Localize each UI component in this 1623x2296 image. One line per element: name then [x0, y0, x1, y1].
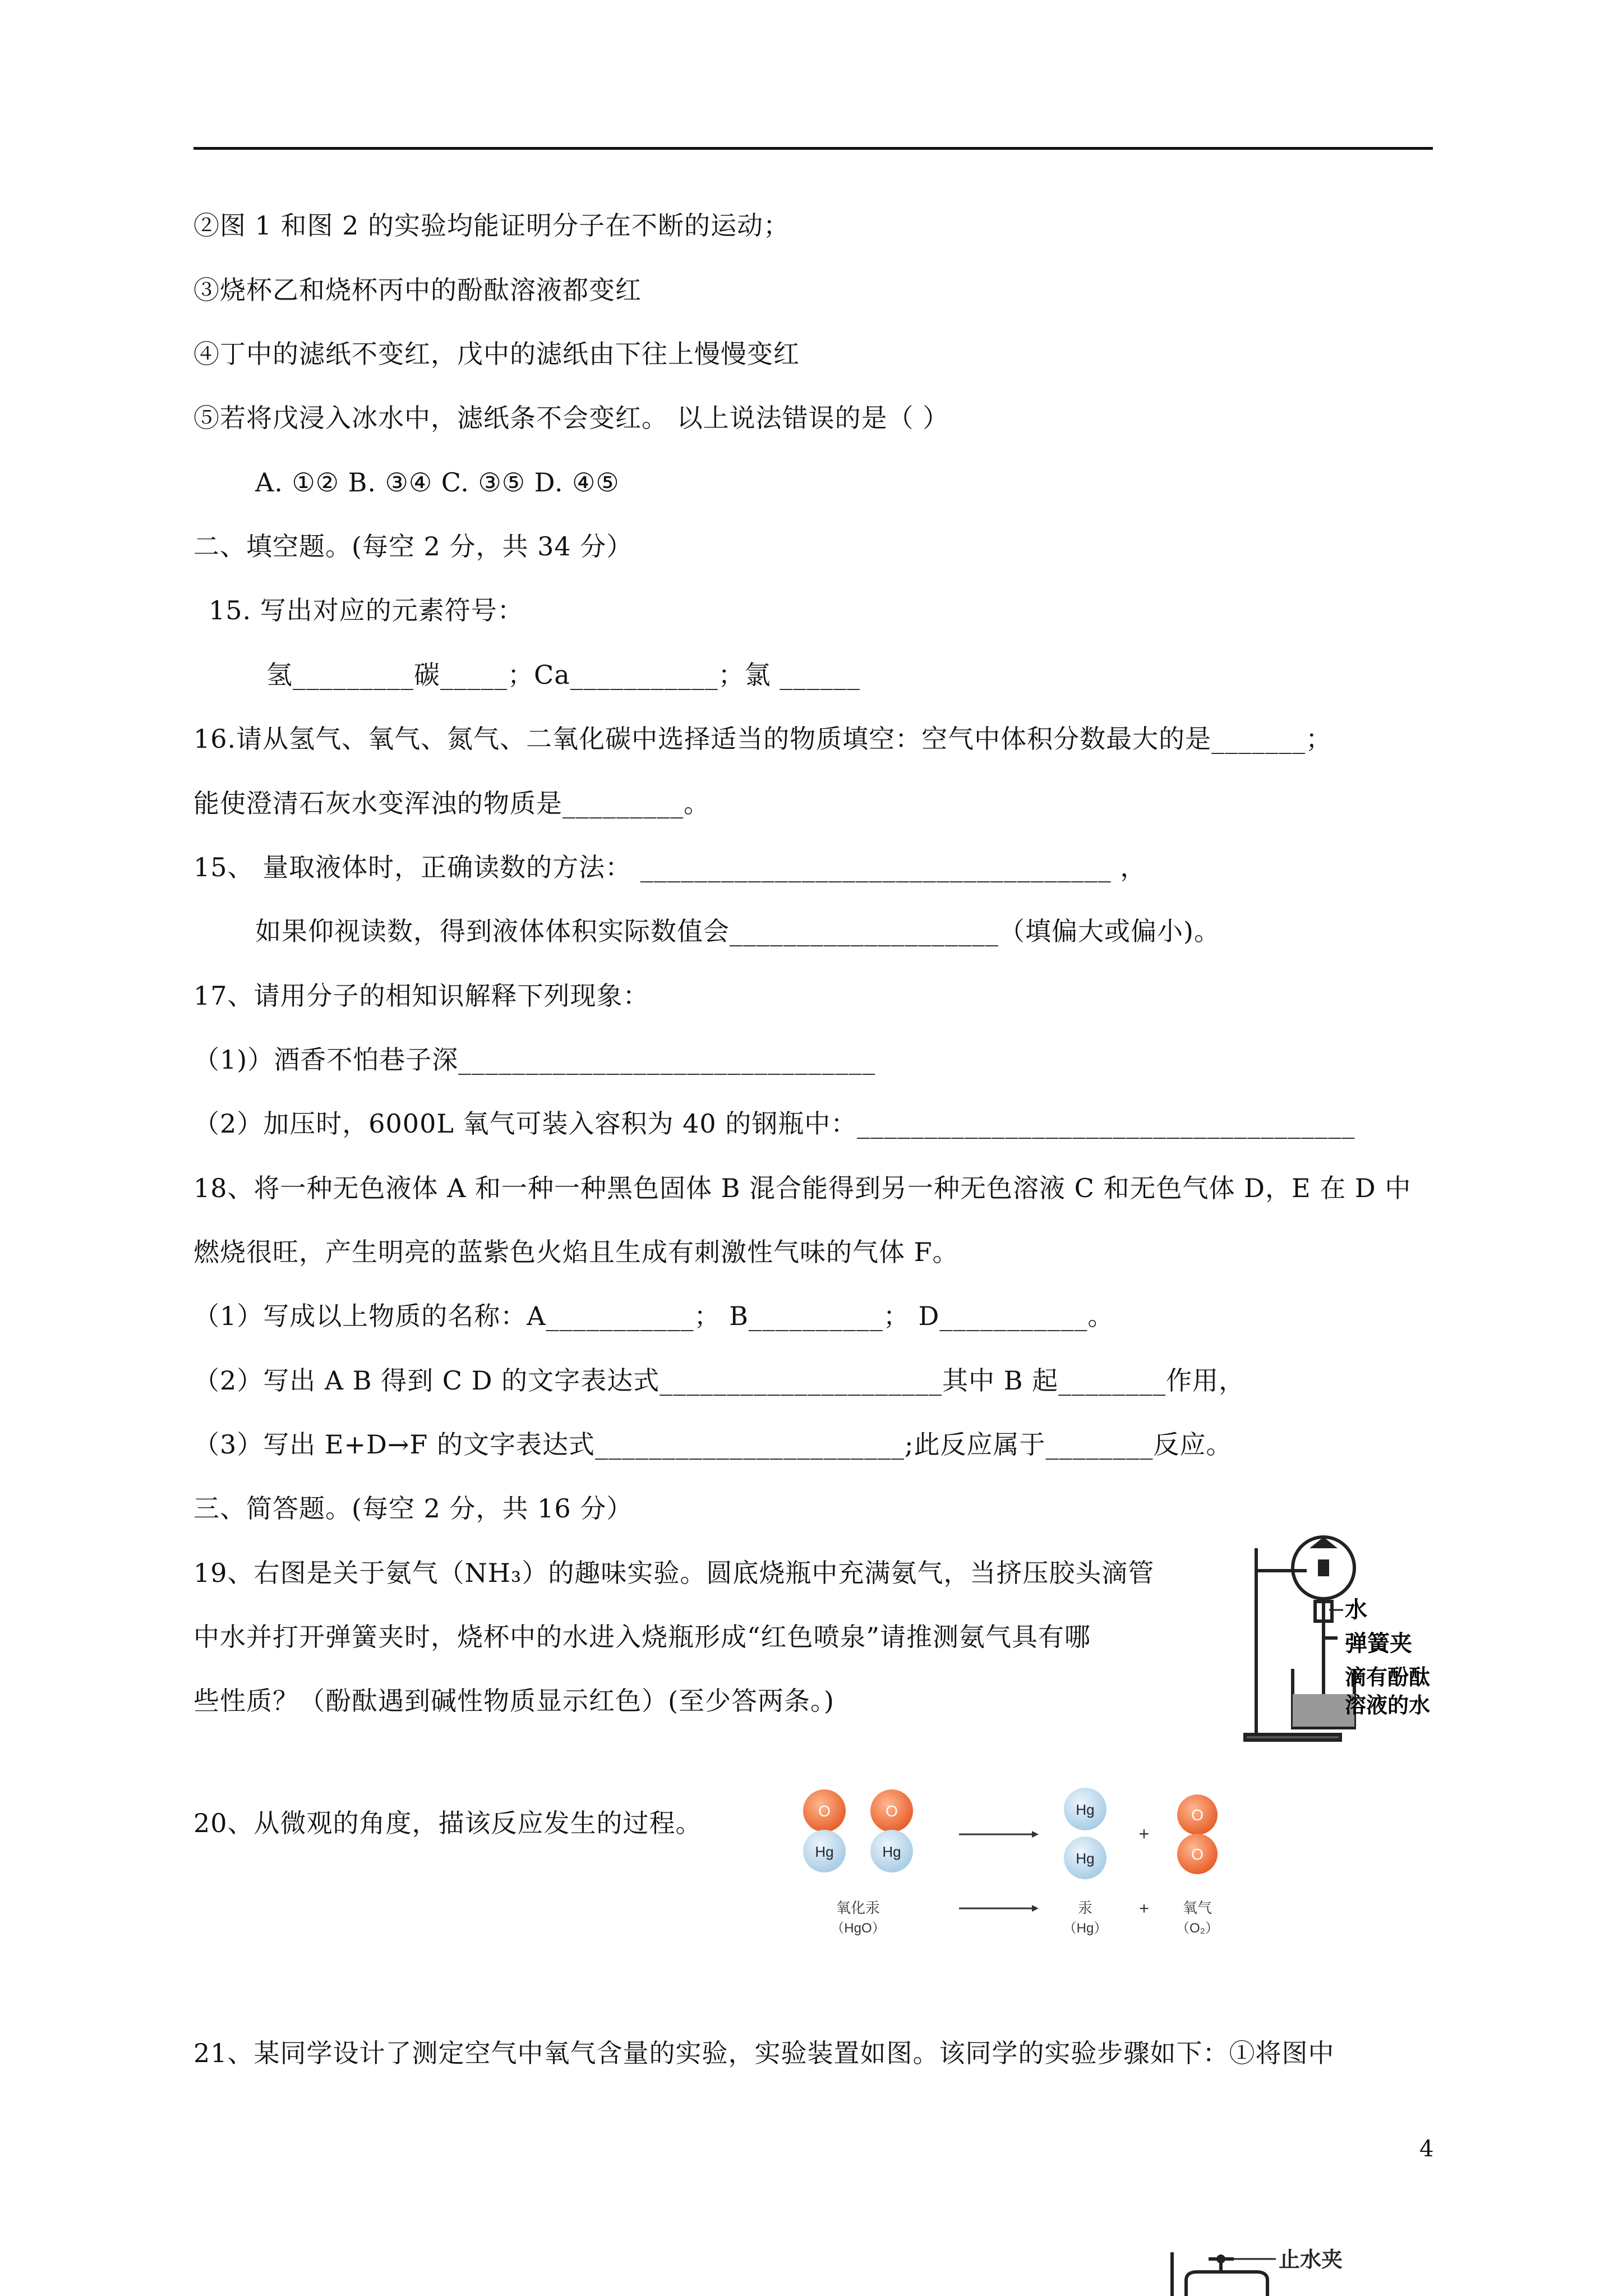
reactant-name: 氧化汞: [836, 1899, 880, 1916]
label-phenolphthalein-1: 滴有酚酞: [1345, 1666, 1431, 1690]
question-21: 21、某同学设计了测定空气中氧气含量的实验，实验装置如图。该同学的实验步骤如下：①将图中: [193, 2038, 1335, 2068]
plus-sign: +: [1139, 1899, 1149, 1918]
atom-label: O: [886, 1802, 898, 1820]
product1-name: 汞: [1077, 1899, 1093, 1916]
label-spring-clamp: 弹簧夹: [1345, 1631, 1412, 1656]
question-19-cont: 中水并打开弹簧夹时，烧杯中的水进入烧瓶形成“红色喷泉”请推测氨气具有哪: [193, 1622, 1091, 1652]
product2-formula: （O₂）: [1176, 1921, 1219, 1936]
question-18-cont: 燃烧很旺，产生明亮的蓝紫色火焰且生成有刺激性气味的气体 F。: [193, 1237, 959, 1267]
statement-4: ④丁中的滤纸不变红，戊中的滤纸由下往上慢慢变红: [193, 339, 800, 369]
atom-label: O: [1191, 1806, 1204, 1824]
label-water: 水: [1345, 1598, 1367, 1622]
answer-options: A. ①② B. ③④ C. ③⑤ D. ④⑤: [255, 467, 620, 498]
oxygen-content-apparatus-figure: [1155, 2247, 1413, 2296]
statement-2: ②图 1 和图 2 的实验均能证明分子在不断的运动；: [193, 210, 790, 241]
plus-sign: +: [1138, 1824, 1150, 1844]
question-19: 19、右图是关于氨气（NH₃）的趣味实验。圆底烧瓶中充满氨气，当挤压胶头滴管: [193, 1558, 1155, 1588]
question-19-cont2: 些性质？（酚酞遇到碱性物质显示红色）(至少答两条。): [193, 1686, 834, 1716]
question-15-blanks: 氢_________碳_____；Ca___________；氯 ______: [266, 660, 861, 690]
question-16: 16.请从氢气、氧气、氮气、二氧化碳中选择适当的物质填空：空气中体积分数最大的是_______；: [193, 724, 1332, 754]
question-15: 15. 写出对应的元素符号：: [209, 595, 524, 625]
atom-label: O: [818, 1802, 831, 1820]
question-20: 20、从微观的角度，描该反应发生的过程。: [193, 1808, 702, 1838]
question-15b: 15、 量取液体时，正确读数的方法： ___________________________________ ，: [193, 852, 1147, 882]
question-17-2: （2）加压时，6000L 氧气可装入容积为 40 的钢瓶中：_____________________________________: [193, 1108, 1355, 1139]
question-18-2: （2）写出 A B 得到 C D 的文字表达式_____________________其中 B 起________作用，: [193, 1365, 1246, 1396]
question-18-3: （3）写出 E+D→F 的文字表达式_______________________;此反应属于________反应。: [193, 1429, 1233, 1460]
question-16-cont: 能使澄清石灰水变浑浊的物质是_________。: [193, 788, 710, 818]
atom-label: Hg: [815, 1843, 834, 1860]
statement-5: ⑤若将戊浸入冰水中，滤纸条不会变红。 以上说法错误的是（ ）: [193, 403, 949, 433]
reactant-formula: （HgO）: [831, 1921, 886, 1936]
statement-3: ③烧杯乙和烧杯丙中的酚酞溶液都变红: [193, 275, 642, 305]
question-17: 17、请用分子的相知识解释下列现象：: [193, 981, 649, 1011]
page-number: 4: [1419, 2136, 1434, 2162]
header-rule: [193, 147, 1433, 150]
atom-label: Hg: [1076, 1801, 1095, 1818]
mercury-oxide-reaction-figure: [785, 1784, 1290, 1958]
question-18: 18、将一种无色液体 A 和一种一种黑色固体 B 混合能得到另一种无色溶液 C 和无色气体 D，E 在 D 中: [193, 1173, 1412, 1203]
product2-name: 氧气: [1182, 1899, 1212, 1916]
product1-formula: （Hg）: [1063, 1921, 1108, 1936]
question-17-1: （1)）酒香不怕巷子深_______________________________: [193, 1045, 876, 1075]
question-18-1: （1）写成以上物质的名称：A___________； B__________； D___________。: [193, 1301, 1114, 1331]
atom-label: O: [1191, 1846, 1204, 1863]
label-phenolphthalein-2: 溶液的水: [1345, 1694, 1431, 1718]
atom-label: Hg: [882, 1843, 901, 1860]
ammonia-fountain-figure: [1239, 1526, 1453, 1747]
label-stop-clamp: 止水夹: [1279, 2248, 1343, 2272]
question-15b-cont: 如果仰视读数，得到液体体积实际数值会____________________（填偏大或偏小)。: [255, 916, 1220, 946]
section-3-heading: 三、简答题。(每空 2 分，共 16 分）: [193, 1493, 633, 1524]
section-2-heading: 二、填空题。(每空 2 分，共 34 分）: [193, 531, 633, 562]
atom-label: Hg: [1076, 1850, 1095, 1867]
